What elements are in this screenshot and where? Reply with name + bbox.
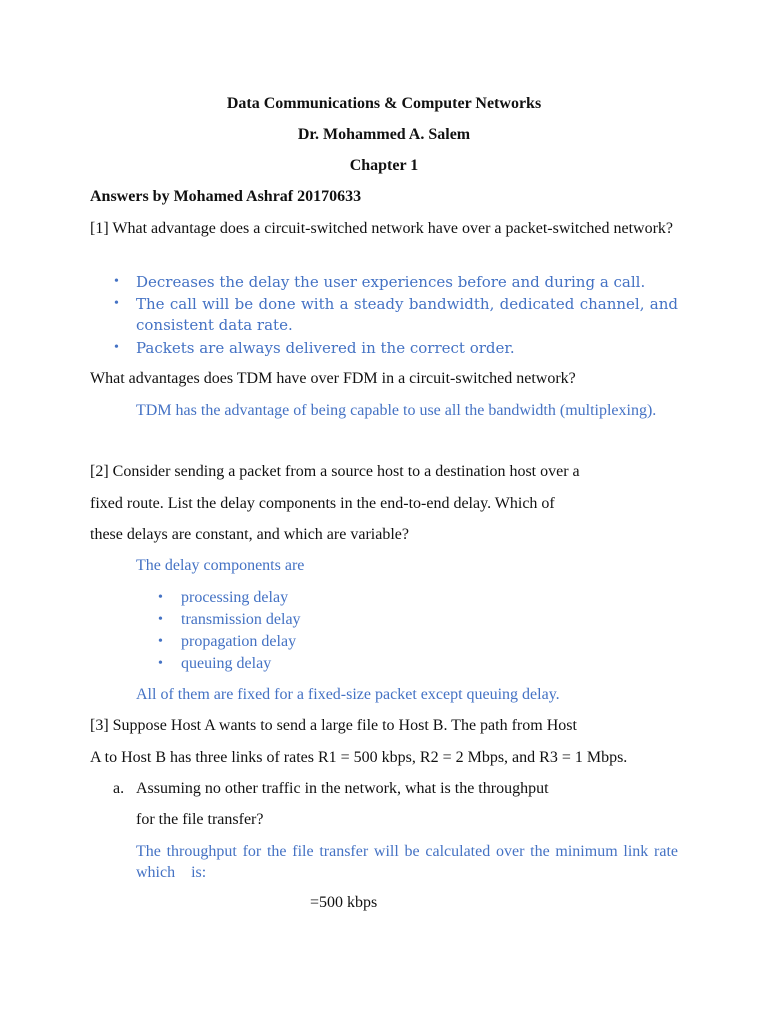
question-3-line-1: [3] Suppose Host A wants to send a large file to Host B. The path from Host	[90, 717, 577, 734]
delay-component-1: processing delay	[181, 589, 289, 606]
delay-component-2: transmission delay	[181, 611, 301, 628]
answers-by-line: Answers by Mohamed Ashraf 20170633	[90, 188, 362, 205]
q2-intro: The delay components are	[136, 557, 305, 574]
delay-component-3: propagation delay	[181, 633, 297, 650]
delay-component-4: queuing delay	[181, 655, 272, 672]
question-2-line-2: fixed route. List the delay components in the end-to-end delay. Which of	[90, 495, 555, 512]
q1-followup-answer: TDM has the advantage of being capable to use all the bandwidth (multiplexing).	[136, 402, 657, 419]
bullet-dot: •	[158, 656, 163, 671]
course-title: Data Communications & Computer Networks	[226, 95, 542, 112]
question-2-line-1: [2] Consider sending a packet from a source host to a destination host over a	[90, 463, 580, 480]
question-1: [1] What advantage does a circuit-switched network have over a packet-switched network?	[90, 220, 674, 237]
q1-followup-question: What advantages does TDM have over FDM in a circuit-switched network?	[90, 370, 576, 387]
question-3-line-2: A to Host B has three links of rates R1 = 500 kbps, R2 = 2 Mbps, and R3 = 1 Mbps.	[90, 749, 628, 766]
bullet-dot: •	[158, 634, 163, 649]
part-a-marker: a.	[113, 780, 125, 797]
bullet-dot: •	[158, 612, 163, 627]
bullet-dot: •	[114, 340, 119, 355]
chapter-heading: Chapter 1	[349, 157, 419, 174]
part-a-line-1: Assuming no other traffic in the network, what is the throughput	[136, 780, 549, 797]
bullet-dot: •	[114, 296, 119, 311]
q1-answer-3: Packets are always delivered in the correct order.	[136, 339, 515, 357]
bullet-dot: •	[114, 274, 119, 289]
bullet-dot: •	[158, 590, 163, 605]
part-a-line-2: for the file transfer?	[136, 811, 264, 828]
q1-answer-2: The call will be done with a steady bandwidth, dedicated channel, and consistent data rate.	[136, 295, 678, 334]
instructor-name: Dr. Mohammed A. Salem	[297, 126, 471, 143]
q1-answer-1: Decreases the delay the user experiences before and during a call.	[136, 273, 646, 291]
q3-result: =500 kbps	[310, 894, 378, 911]
question-2-line-3: these delays are constant, and which are variable?	[90, 526, 409, 543]
q2-conclusion: All of them are fixed for a fixed-size packet except queuing delay.	[136, 686, 560, 703]
q3-answer: The throughput for the file transfer will be calculated over the minimum link rate which is:	[136, 843, 682, 881]
